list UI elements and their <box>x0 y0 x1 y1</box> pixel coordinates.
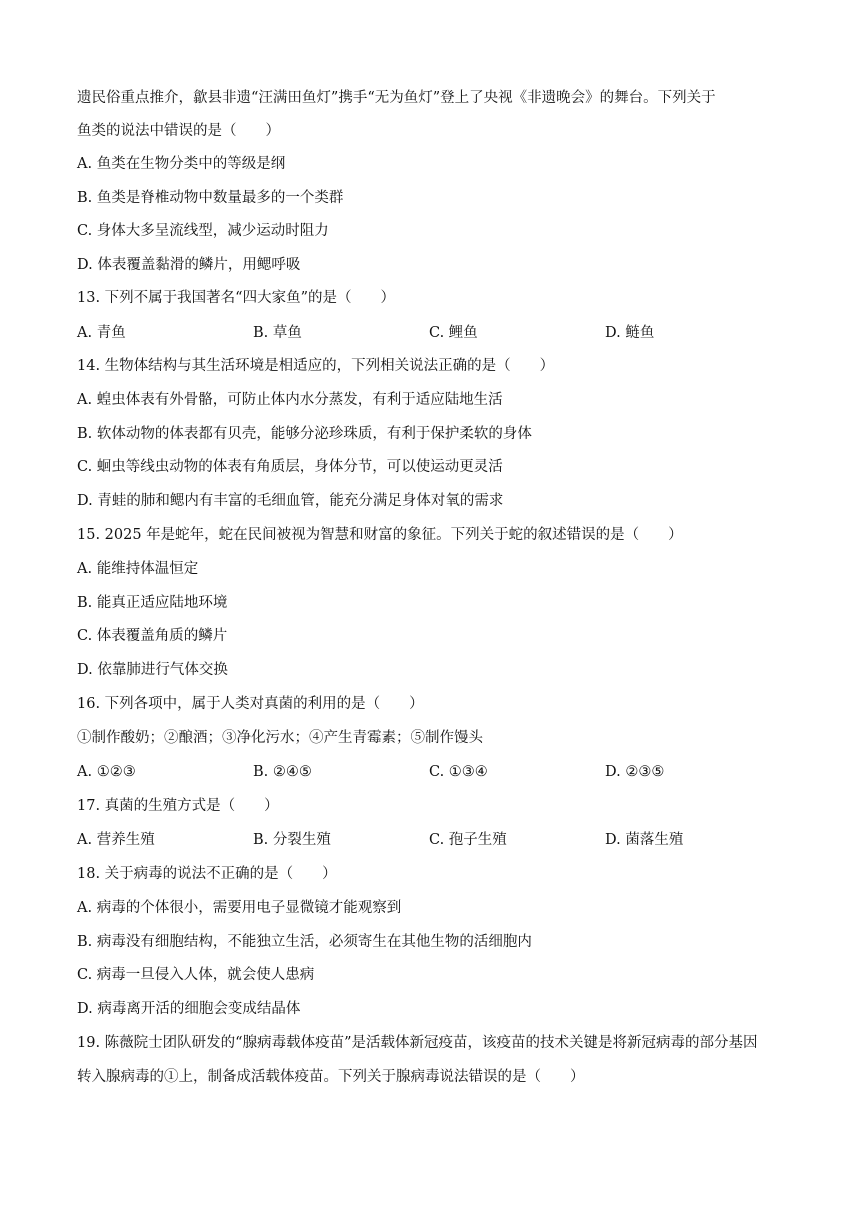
q12-option-b: B. 鱼类是脊椎动物中数量最多的一个类群 <box>77 190 344 206</box>
q18-option-c: C. 病毒一旦侵入人体，就会使人患病 <box>77 967 315 983</box>
q17-option-b: B. 分裂生殖 <box>253 832 331 848</box>
q18-option-a: A. 病毒的个体很小，需要用电子显微镜才能观察到 <box>77 900 402 916</box>
q17-option-d: D. 菌落生殖 <box>605 832 684 848</box>
q18-stem: 18. 关于病毒的说法不正确的是（ ） <box>77 866 337 882</box>
q13-option-b: B. 草鱼 <box>253 325 302 341</box>
q15-stem: 15. 2025 年是蛇年，蛇在民间被视为智慧和财富的象征。下列关于蛇的叙述错误的是（ ） <box>77 527 683 543</box>
q13-stem: 13. 下列不属于我国著名“四大家鱼”的是（ ） <box>77 290 395 306</box>
q16-option-a: A. ①②③ <box>77 764 136 780</box>
q15-option-a: A. 能维持体温恒定 <box>77 561 199 577</box>
q16-option-d: D. ②③⑤ <box>605 764 665 780</box>
q13-option-d: D. 鲢鱼 <box>605 325 655 341</box>
q14-option-c: C. 蛔虫等线虫动物的体表有角质层，身体分节，可以使运动更灵活 <box>77 459 503 475</box>
q14-stem: 14. 生物体结构与其生活环境是相适应的，下列相关说法正确的是（ ） <box>77 358 555 374</box>
q18-option-b: B. 病毒没有细胞结构，不能独立生活，必须寄生在其他生物的活细胞内 <box>77 934 532 950</box>
q12-stem-line1: 遗民俗重点推介，歙县非遗“汪满田鱼灯”携手“无为鱼灯”登上了央视《非遗晚会》的舞台。下列关于 <box>77 90 716 106</box>
q12-option-a: A. 鱼类在生物分类中的等级是纲 <box>77 156 286 172</box>
q16-items: ①制作酸奶；②酿酒；③净化污水；④产生青霉素；⑤制作馒头 <box>77 730 483 746</box>
q14-option-a: A. 蝗虫体表有外骨骼，可防止体内水分蒸发，有利于适应陆地生活 <box>77 392 503 408</box>
q12-option-c: C. 身体大多呈流线型，减少运动时阻力 <box>77 223 329 239</box>
q15-option-d: D. 依靠肺进行气体交换 <box>77 662 228 678</box>
q16-option-c: C. ①③④ <box>429 764 488 780</box>
q14-option-d: D. 青蛙的肺和鳃内有丰富的毛细血管，能充分满足身体对氧的需求 <box>77 493 504 509</box>
q12-stem-line2: 鱼类的说法中错误的是（ ） <box>77 123 280 139</box>
q14-option-b: B. 软体动物的体表都有贝壳，能够分泌珍珠质，有利于保护柔软的身体 <box>77 426 532 442</box>
q16-stem: 16. 下列各项中，属于人类对真菌的利用的是（ ） <box>77 696 424 712</box>
q13-option-a: A. 青鱼 <box>77 325 126 341</box>
q17-option-c: C. 孢子生殖 <box>429 832 507 848</box>
q17-stem: 17. 真菌的生殖方式是（ ） <box>77 798 279 814</box>
q16-option-b: B. ②④⑤ <box>253 764 312 780</box>
q15-option-b: B. 能真正适应陆地环境 <box>77 595 228 611</box>
q15-option-c: C. 体表覆盖角质的鳞片 <box>77 628 228 644</box>
q13-option-c: C. 鲤鱼 <box>429 325 478 341</box>
q19-stem-line1: 19. 陈薇院士团队研发的“腺病毒载体疫苗”是活载体新冠疫苗，该疫苗的技术关键是将新冠病毒的部分基因 <box>77 1035 758 1051</box>
q18-option-d: D. 病毒离开活的细胞会变成结晶体 <box>77 1001 301 1017</box>
q17-option-a: A. 营养生殖 <box>77 832 155 848</box>
q19-stem-line2: 转入腺病毒的①上，制备成活载体疫苗。下列关于腺病毒说法错误的是（ ） <box>77 1069 585 1085</box>
q12-option-d: D. 体表覆盖黏滑的鳞片，用鳃呼吸 <box>77 257 301 273</box>
